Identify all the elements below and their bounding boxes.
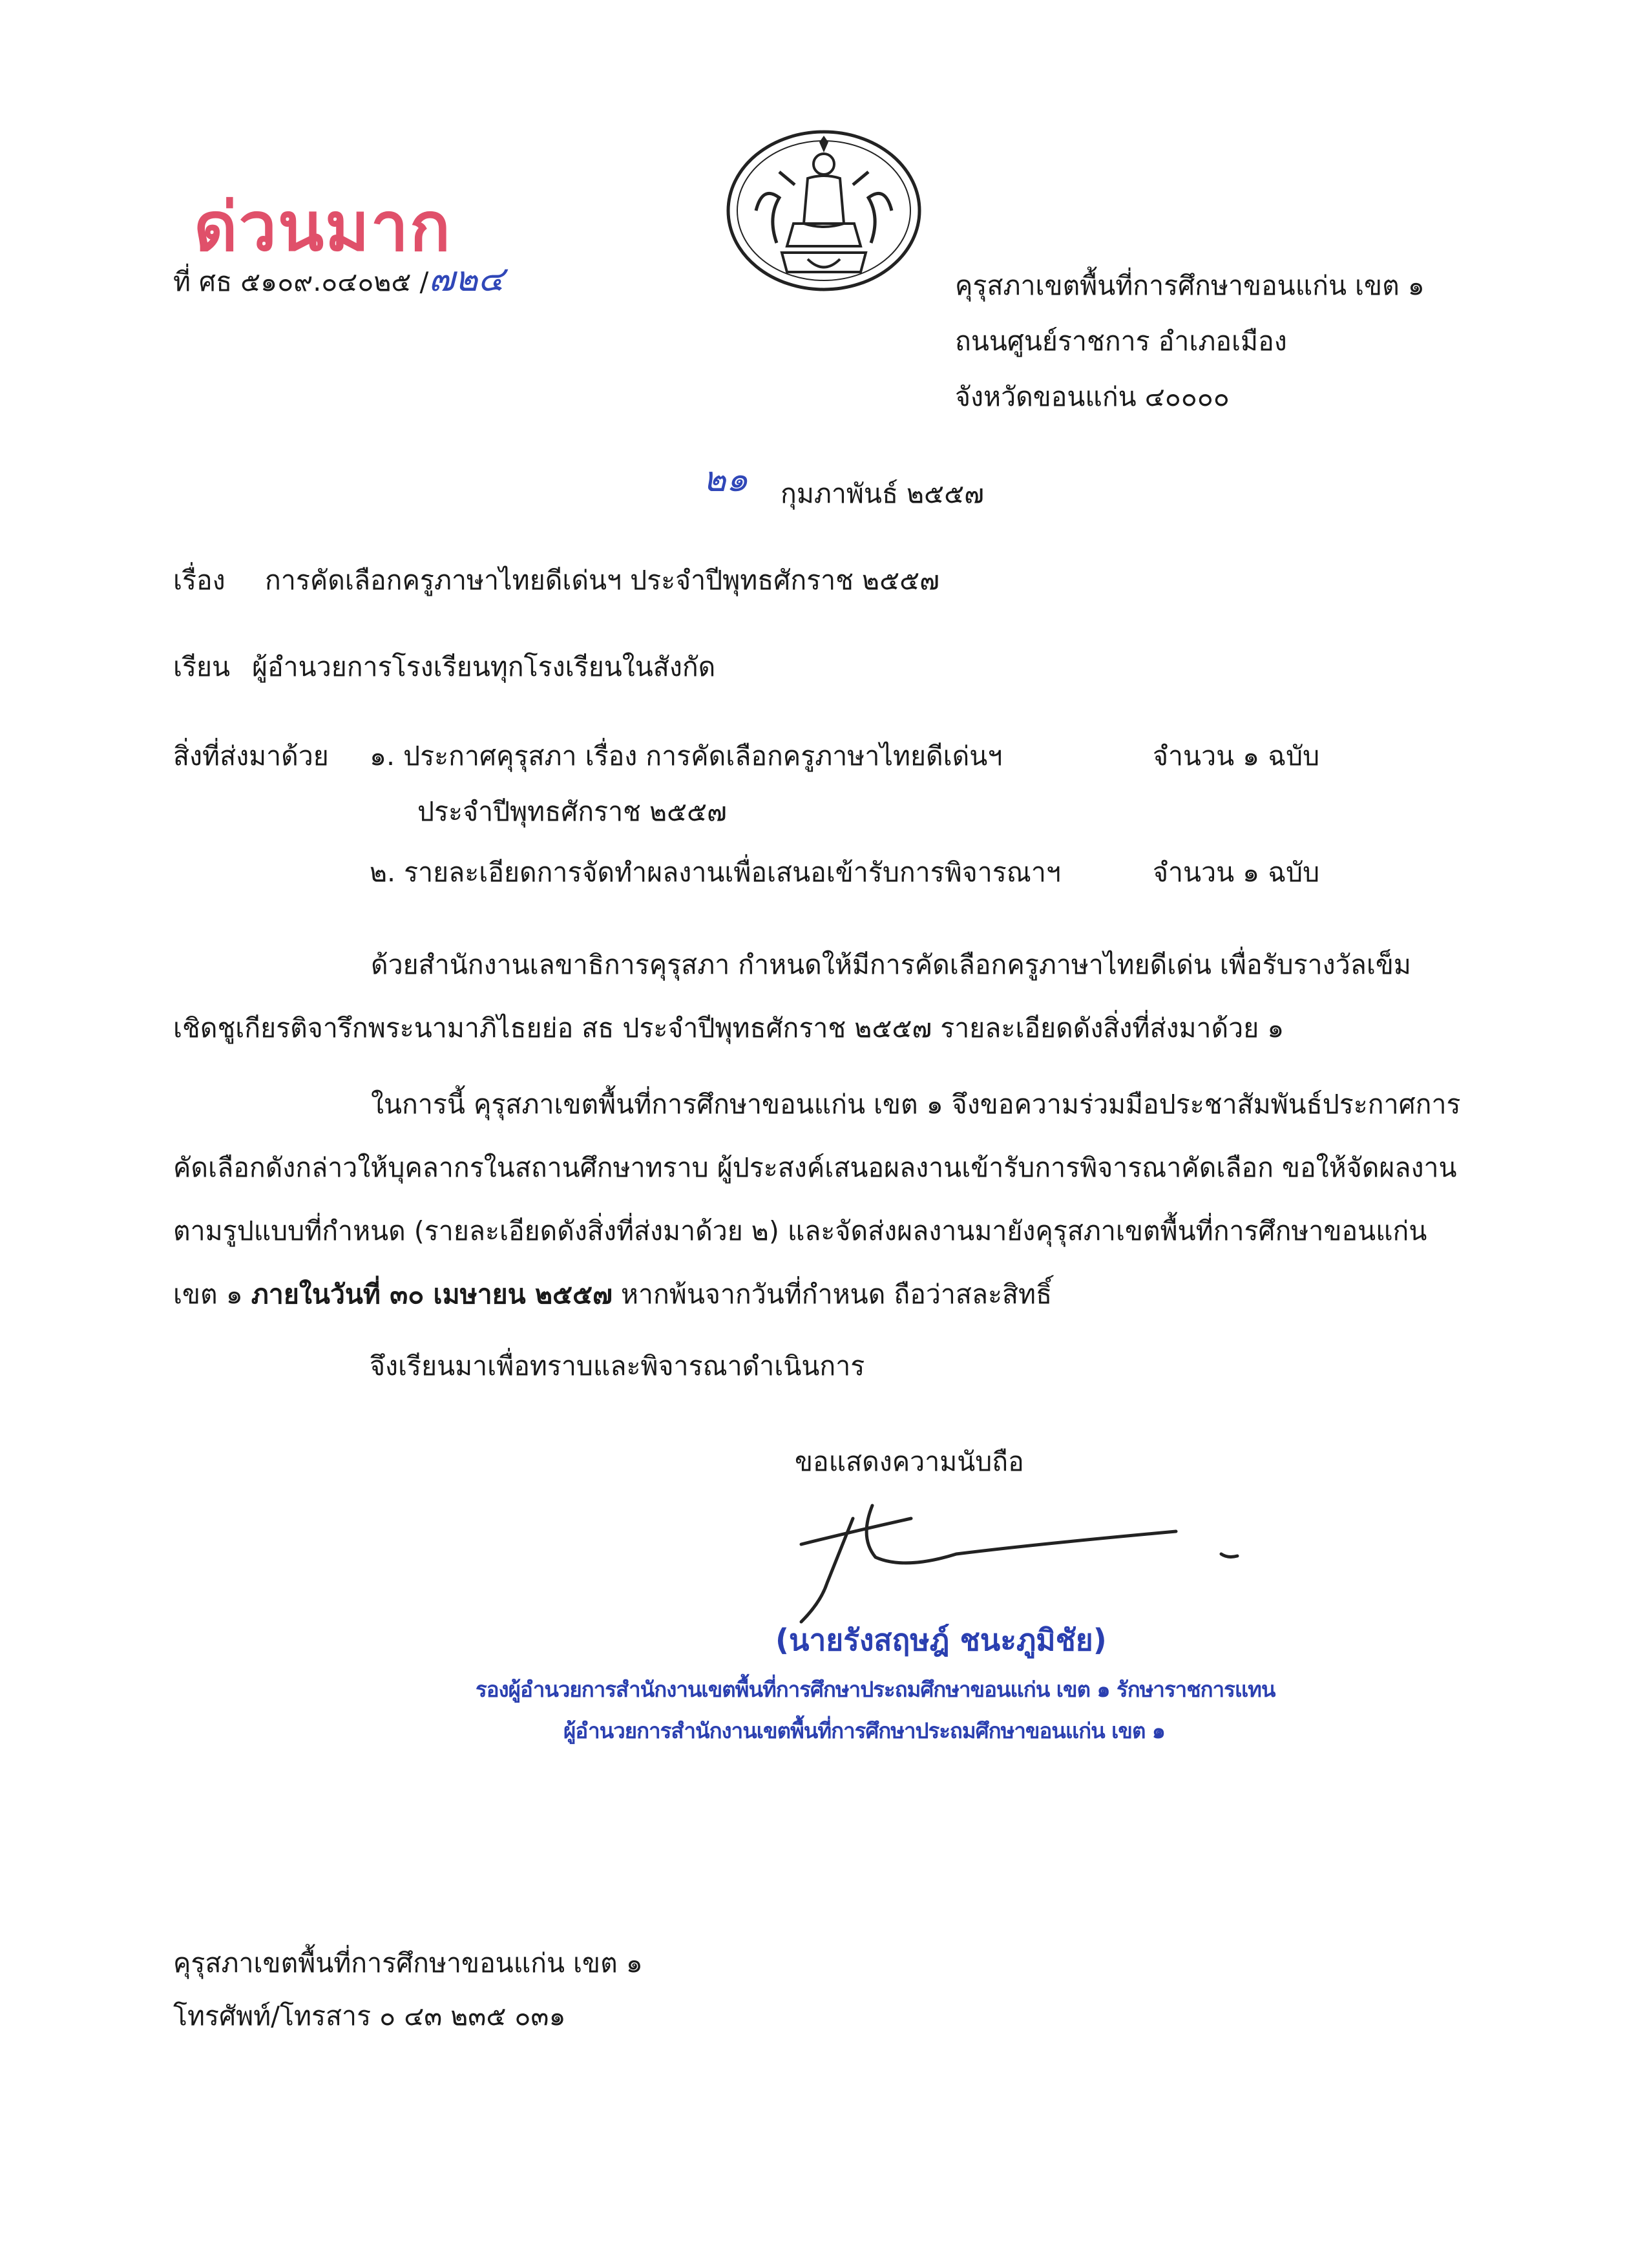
date-day-handwritten: ๒๑ — [703, 459, 748, 499]
signatory-position-acting: รองผู้อำนวยการสำนักงานเขตพื้นที่การศึกษาประถมศึกษาขอนแก่น เขต ๑ รักษาราชการแทน — [476, 1677, 1275, 1702]
reference-handwritten-number: ๗๒๔ — [428, 258, 505, 299]
footer-office: คุรุสภาเขตพื้นที่การศึกษาขอนแก่น เขต ๑ — [173, 1948, 643, 1979]
signatory-name: (นายรังสฤษฎ์ ชนะภูมิชัย) — [775, 1622, 1107, 1657]
body-paragraph-2-text: ในการนี้ คุรุสภาเขตพื้นที่การศึกษาขอนแก่น เขต ๑ จึงขอความร่วมมือประชาสัมพันธ์ประกาศการคัดเลือกดังกล่าวให้บุคลากรในสถานศึกษาทราบ ผู้ประสงค์เสนอผลงานเข้ารับการพิจารณาคัดเลือก ขอให้จัดผลงานตามรูปแบบที่กำหนด (รายละเอียดดังสิ่งที่ส่งมาด้วย ๒) และจัดส่งผลงานมายังคุรุสภาเขตพื้นที่การศึกษาขอนแก่น เขต ๑ — [173, 1089, 1461, 1310]
subject-value: การคัดเลือกครูภาษาไทยดีเด่นฯ ประจำปีพุทธศักราช ๒๕๕๗ — [265, 565, 939, 596]
enclosure-item-2: ๒. รายละเอียดการจัดทำผลงานเพื่อเสนอเข้ารับการพิจารณาฯ — [370, 857, 1061, 888]
enclosure-item-1-quantity: จำนวน ๑ ฉบับ — [1153, 740, 1320, 772]
body-paragraph-2-ending: หากพ้นจากวันที่กำหนด ถือว่าสละสิทธิ์ — [612, 1279, 1053, 1310]
signatory-position: ผู้อำนวยการสำนักงานเขตพื้นที่การศึกษาประถมศึกษาขอนแก่น เขต ๑ — [563, 1718, 1165, 1743]
urgent-stamp: ด่วนมาก — [194, 187, 452, 266]
recipient-label: เรียน — [173, 651, 231, 682]
sender-address-line2: ถนนศูนย์ราชการ อำเภอเมือง — [955, 326, 1287, 357]
enclosure-item-1-continued: ประจำปีพุทธศักราช ๒๕๕๗ — [417, 796, 727, 827]
closing-line: จึงเรียนมาเพื่อทราบและพิจารณาดำเนินการ — [370, 1350, 865, 1381]
garuda-deity-seal-icon — [717, 127, 930, 295]
sender-address-line3: จังหวัดขอนแก่น ๔๐๐๐๐ — [955, 381, 1230, 412]
letter-date — [703, 459, 984, 513]
enclosures-label: สิ่งที่ส่งมาด้วย — [173, 740, 329, 772]
deadline-text: ภายในวันที่ ๓๐ เมษายน ๒๕๕๗ — [251, 1279, 613, 1310]
enclosure-item-1: ๑. ประกาศคุรุสภา เรื่อง การคัดเลือกครูภาษาไทยดีเด่นฯ — [370, 740, 1003, 772]
enclosure-item-2-quantity: จำนวน ๑ ฉบับ — [1153, 857, 1320, 888]
sender-address-line1: คุรุสภาเขตพื้นที่การศึกษาขอนแก่น เขต ๑ — [955, 270, 1425, 301]
reference-number — [173, 260, 504, 301]
reference-prefix: ที่ ศธ ๕๑๐๙.๐๔๐๒๕ / — [173, 266, 429, 297]
regards-text: ขอแสดงความนับถือ — [795, 1446, 1024, 1477]
recipient-value: ผู้อำนวยการโรงเรียนทุกโรงเรียนในสังกัด — [252, 651, 716, 682]
date-month-year: กุมภาพันธ์ ๒๕๕๗ — [781, 478, 984, 509]
handwritten-signature — [762, 1493, 1254, 1635]
body-paragraph-1: ด้วยสำนักงานเลขาธิการคุรุสภา กำหนดให้มีการคัดเลือกครูภาษาไทยดีเด่น เพื่อรับรางวัลเข็มเชิดชูเกียรติจารึกพระนามาภิไธยย่อ สธ ประจำปีพุทธศักราช ๒๕๕๗ รายละเอียดดังสิ่งที่ส่งมาด้วย ๑ — [173, 949, 1411, 1044]
footer-phone: โทรศัพท์/โทรสาร ๐ ๔๓ ๒๓๕ ๐๓๑ — [173, 2000, 566, 2032]
subject-label: เรื่อง — [173, 565, 226, 596]
body-paragraph-2 — [173, 1073, 1465, 1326]
